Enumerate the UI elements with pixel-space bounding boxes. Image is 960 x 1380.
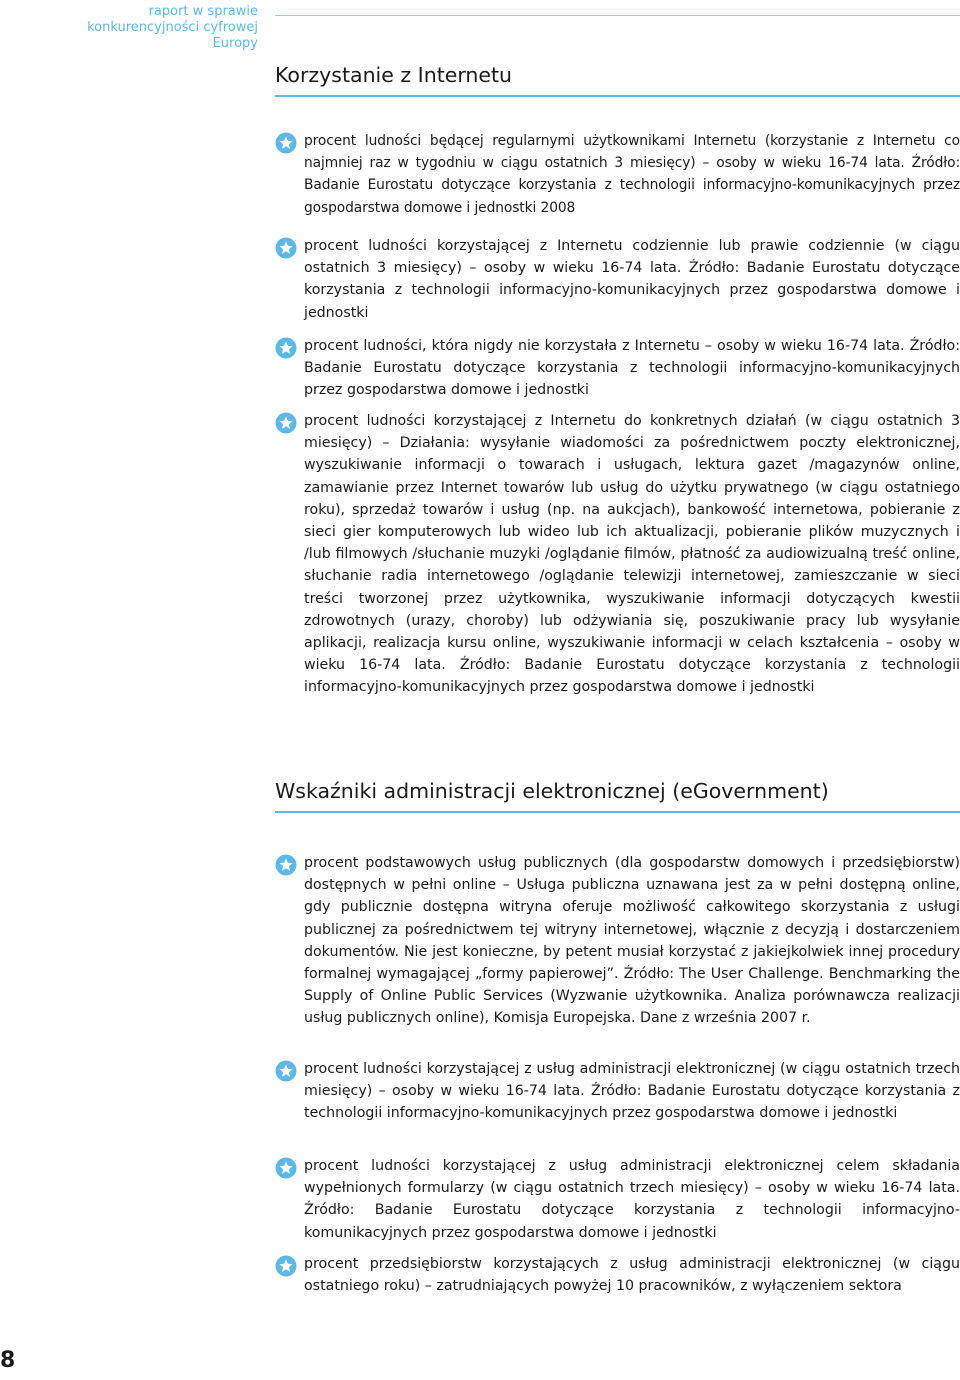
list-item: [275, 410, 960, 699]
list-item-text: procent ludności korzystającej z Internetu codziennie lub prawie codziennie (w ciągu ostatnich 3 miesięcy) – osoby w wieku 16-74 lata. Źródło: Badanie Eurostatu dotyczące korzystania z technologii informacyjno-komunikacyjnych przez gospodarstwa domowe i jednostki: [304, 238, 960, 321]
running-head-line-1: raport w sprawie: [148, 4, 258, 19]
star-bullet-icon: [275, 1157, 297, 1179]
star-bullet-icon: [275, 1060, 297, 1082]
section-heading-internet-usage: Korzystanie z Internetu: [275, 63, 513, 87]
list-item-text: procent ludności korzystającej z usług administracji elektronicznej celem składania wypełnionych formularzy (w ciągu ostatnich trzech miesięcy) – osoby w wieku 16-74 lata. Źródło: Badanie Eurostatu dotyczące korzystania z technologii informacyjno-komunikacyjnych przez gospodarstwa domowe i jednostki: [304, 1158, 960, 1241]
list-item-text: procent ludności korzystającej z usług administracji elektronicznej (w ciągu ostatnich trzech miesięcy) – osoby w wieku 16-74 lata. Źródło: Badanie Eurostatu dotyczące korzystania z technologii informacyjno-komunikacyjnych przez gospodarstwa domowe i jednostki: [304, 1061, 960, 1122]
list-item: [275, 1155, 960, 1244]
list-item: [275, 1253, 960, 1297]
list-item-text: procent ludności będącej regularnymi użytkownikami Internetu (korzystanie z Internetu co najmniej raz w tygodniu w ciągu ostatnich 3 miesięcy) – osoby w wieku 16-74 lata. Źródło: Badanie Eurostatu dotyczące korzystania z technologii informacyjno-komunikacyjnych przez gospodarstwa domowe i jednostki 2008: [304, 133, 960, 216]
running-head-line-2: konkurencyjności cyfrowej Europy: [87, 20, 258, 51]
page-number: 8: [0, 1348, 16, 1373]
header-divider: [275, 15, 960, 16]
section-underline: [275, 811, 960, 813]
list-item-text: procent podstawowych usług publicznych (dla gospodarstw domowych i przedsiębiorstw) dostępnych w pełni online – Usługa publiczna uznawana jest za w pełni dostępną online, gdy publicznie dostępna witryna oferuje możliwość całkowitego skorzystania z usługi publicznej za pośrednictwem tej witryny internetowej, włącznie z decyzją i dostarczeniem dokumentów. Nie jest konieczne, by petent musiał korzystać z jakiejkolwiek innej procedury formalnej wymagającej „formy papierowej”. Źródło: The User Challenge. Benchmarking the Supply of Online Public Services (Wyzwanie użytkownika. Analiza porównawcza realizacji usług publicznych online), Komisja Europejska. Dane z września 2007 r.: [304, 855, 960, 1027]
list-item-text: procent ludności, która nigdy nie korzystała z Internetu – osoby w wieku 16-74 lata. Źródło: Badanie Eurostatu dotyczące korzystania z technologii informacyjno-komunikacyjnych przez gospodarstwa domowe i jednostki: [304, 338, 960, 399]
list-item-text: procent ludności korzystającej z Internetu do konkretnych działań (w ciągu ostatnich 3 miesięcy) – Działania: wysyłanie wiadomości za pośrednictwem poczty elektronicznej, wyszukiwanie informacji o towarach i usługach, lektura gazet /magazynów online, zamawianie przez Internet towarów lub usług do użytku prywatnego (w ciągu ostatniego roku), sprzedaż towarów i usług (np. na aukcjach), bankowość internetowa, pobieranie z sieci gier komputerowych lub wideo lub ich aktualizacji, pobieranie plików muzycznych i /lub filmowych /słuchanie muzyki /oglądanie filmów, płatność za audiowizualną treść online, słuchanie radia internetowego /oglądanie telewizji internetowej, zamieszczanie w sieci treści tworzonej przez użytkownika, wyszukiwanie informacji dotyczących kwestii zdrowotnych (urazy, choroby) lub odżywiania się, poszukiwanie pracy lub wysyłanie aplikacji, realizacja kursu online, wyszukiwanie informacji w celach kształcenia – osoby w wieku 16-74 lata. Źródło: Badanie Eurostatu dotyczące korzystania z technologii informacyjno-komunikacyjnych przez gospodarstwa domowe i jednostki: [304, 413, 960, 696]
list-item: [275, 1058, 960, 1125]
section-underline: [275, 95, 960, 97]
star-bullet-icon: [275, 412, 297, 434]
star-bullet-icon: [275, 1255, 297, 1277]
star-bullet-icon: [275, 132, 297, 154]
list-item: [275, 235, 960, 324]
star-bullet-icon: [275, 337, 297, 359]
section-heading-egovernment: Wskaźniki administracji elektronicznej (eGovernment): [275, 779, 829, 803]
star-bullet-icon: [275, 854, 297, 876]
list-item-text: procent przedsiębiorstw korzystających z usług administracji elektronicznej (w ciągu ostatniego roku) – zatrudniających powyżej 10 pracowników, z wyłączeniem sektora: [304, 1256, 960, 1295]
running-head: [60, 4, 258, 52]
star-bullet-icon: [275, 237, 297, 259]
list-item: [275, 852, 960, 1030]
list-item: [275, 130, 960, 219]
list-item: [275, 335, 960, 402]
